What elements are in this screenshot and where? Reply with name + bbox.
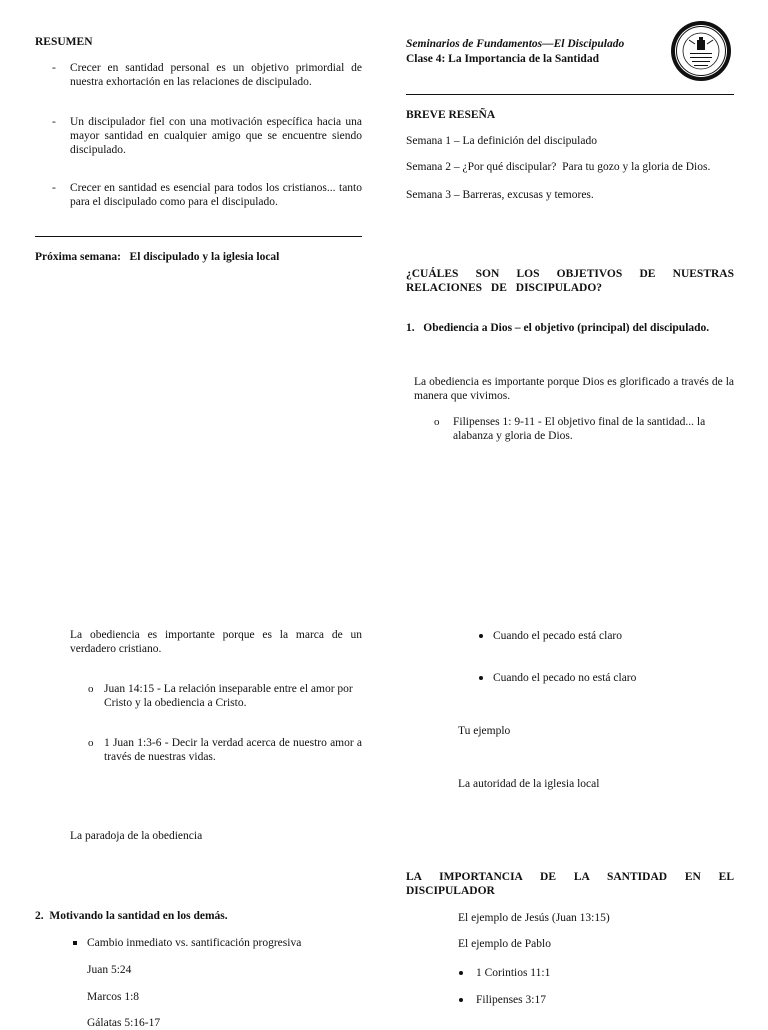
pecado-item: Cuando el pecado no está claro (493, 672, 637, 684)
paradoja: La paradoja de la obediencia (70, 830, 203, 842)
ejemplo-jesus: El ejemplo de Jesús (Juan 13:15) (458, 912, 610, 924)
circle-bullet: o (434, 416, 440, 428)
verse: Juan 5:24 (87, 964, 132, 976)
resumen-heading: RESUMEN (35, 36, 93, 48)
verse: Gálatas 5:16-17 (87, 1017, 161, 1029)
header-subtitle: Clase 4: La Importancia de la Santidad (406, 53, 599, 65)
section1-heading: 1. Obediencia a Dios – el objetivo (principal) del discipulado. (406, 322, 710, 334)
resumen-item: Un discipulador fiel con una motivación específica hacia una mayor santidad en cualquier amigo que se encuentre siendo discipulado. (70, 116, 362, 156)
dot-bullet (479, 676, 483, 680)
church-seal-logo (670, 20, 732, 82)
resumen-item: Crecer en santidad personal es un objetivo primordial de nuestra exhortación en las relaciones de discipulado. (70, 62, 362, 88)
square-bullet (73, 941, 77, 945)
objetivos-heading: ¿CUÁLES SON LOS OBJETIVOS DE NUESTRAS RELACIONES DE DISCIPULADO? (406, 268, 734, 294)
ejemplo-pablo: El ejemplo de Pablo (458, 938, 551, 950)
header-title: Seminarios de Fundamentos—El Discipulado (406, 38, 625, 50)
autoridad: La autoridad de la iglesia local (458, 778, 600, 790)
week-item: Semana 2 – ¿Por qué discipular? Para tu gozo y la gloria de Dios. (406, 161, 711, 173)
obediencia-glorificado: La obediencia es importante porque Dios es glorificado a través de la manera que vivimos. (414, 376, 734, 402)
scripture-ref: 1 Juan 1:3-6 - Decir la verdad acerca de nuestro amor a través de nuestras vidas. (104, 737, 362, 763)
pecado-item: Cuando el pecado está claro (493, 630, 622, 642)
pablo-ref: 1 Corintios 11:1 (476, 967, 551, 979)
section2-bullet: Cambio inmediato vs. santificación progresiva (87, 937, 302, 949)
week-item: Semana 1 – La definición del discipulado (406, 135, 597, 147)
dot-bullet (459, 971, 463, 975)
verse: Marcos 1:8 (87, 991, 140, 1003)
tu-ejemplo: Tu ejemplo (458, 725, 511, 737)
header-divider (406, 94, 734, 95)
circle-bullet: o (88, 683, 94, 695)
circle-bullet: o (88, 737, 94, 749)
breve-heading: BREVE RESEÑA (406, 109, 496, 121)
dash-bullet: - (52, 62, 56, 74)
divider (35, 236, 362, 237)
dash-bullet: - (52, 116, 56, 128)
importancia-heading: LA IMPORTANCIA DE LA SANTIDAD EN EL DISCIPULADOR (406, 871, 734, 897)
dot-bullet (459, 998, 463, 1002)
section2-heading: 2. Motivando la santidad en los demás. (35, 910, 228, 922)
proxima-semana: Próxima semana: El discipulado y la iglesia local (35, 251, 280, 263)
obediencia-marca: La obediencia es importante porque es la marca de un verdadero cristiano. (70, 629, 362, 655)
week-item: Semana 3 – Barreras, excusas y temores. (406, 189, 594, 201)
filipenses-ref: Filipenses 1: 9-11 - El objetivo final de la santidad... la alabanza y gloria de Dios. (453, 416, 706, 442)
scripture-ref: Juan 14:15 - La relación inseparable entre el amor por Cristo y la obediencia a Cristo. (104, 683, 353, 709)
dash-bullet: - (52, 182, 56, 194)
dot-bullet (479, 634, 483, 638)
resumen-item: Crecer en santidad es esencial para todos los cristianos... tanto para el discipulado como para el discipulado. (70, 182, 362, 208)
pablo-ref: Filipenses 3:17 (476, 994, 546, 1006)
